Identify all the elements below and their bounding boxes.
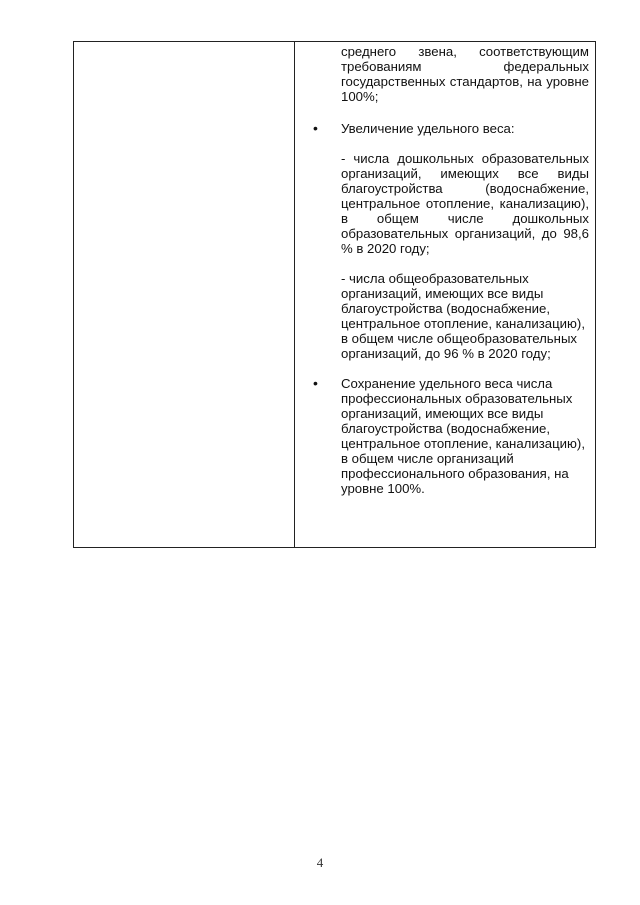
bullet-text: Сохранение удельного веса числа профессиональных образовательных организаций, имеющих все виды благоустройства (водоснабжение, центральное отопление, канализацию), в общем числе организаций профессионального образования, на уровне 100%. [341,376,585,496]
bullet-item [303,121,589,136]
table-cell-content [303,44,589,496]
bullet-heading: Увеличение удельного веса: [341,121,515,136]
column-divider [294,42,295,547]
bullet-icon: • [313,120,318,136]
continuation-paragraph: среднего звена, соответствующим требованиям федеральных государственных стандартов, на уровне 100%; [341,44,589,104]
document-table [73,41,596,548]
sub-item: - числа общеобразовательных организаций, имеющих все виды благоустройства (водоснабжение, центральное отопление, канализацию), в общем числе общеобразовательных организаций, до 96 % в 2020 году; [341,271,585,361]
page-number: 4 [316,855,324,870]
bullet-icon: • [313,375,318,391]
bullet-item [303,376,589,496]
sub-item: - числа дошкольных образовательных организаций, имеющих все виды благоустройства (водоснабжение, центральное отопление, канализацию), в общем числе дошкольных образовательных организаций, до 98,6 % в 2020 году; [341,151,589,256]
